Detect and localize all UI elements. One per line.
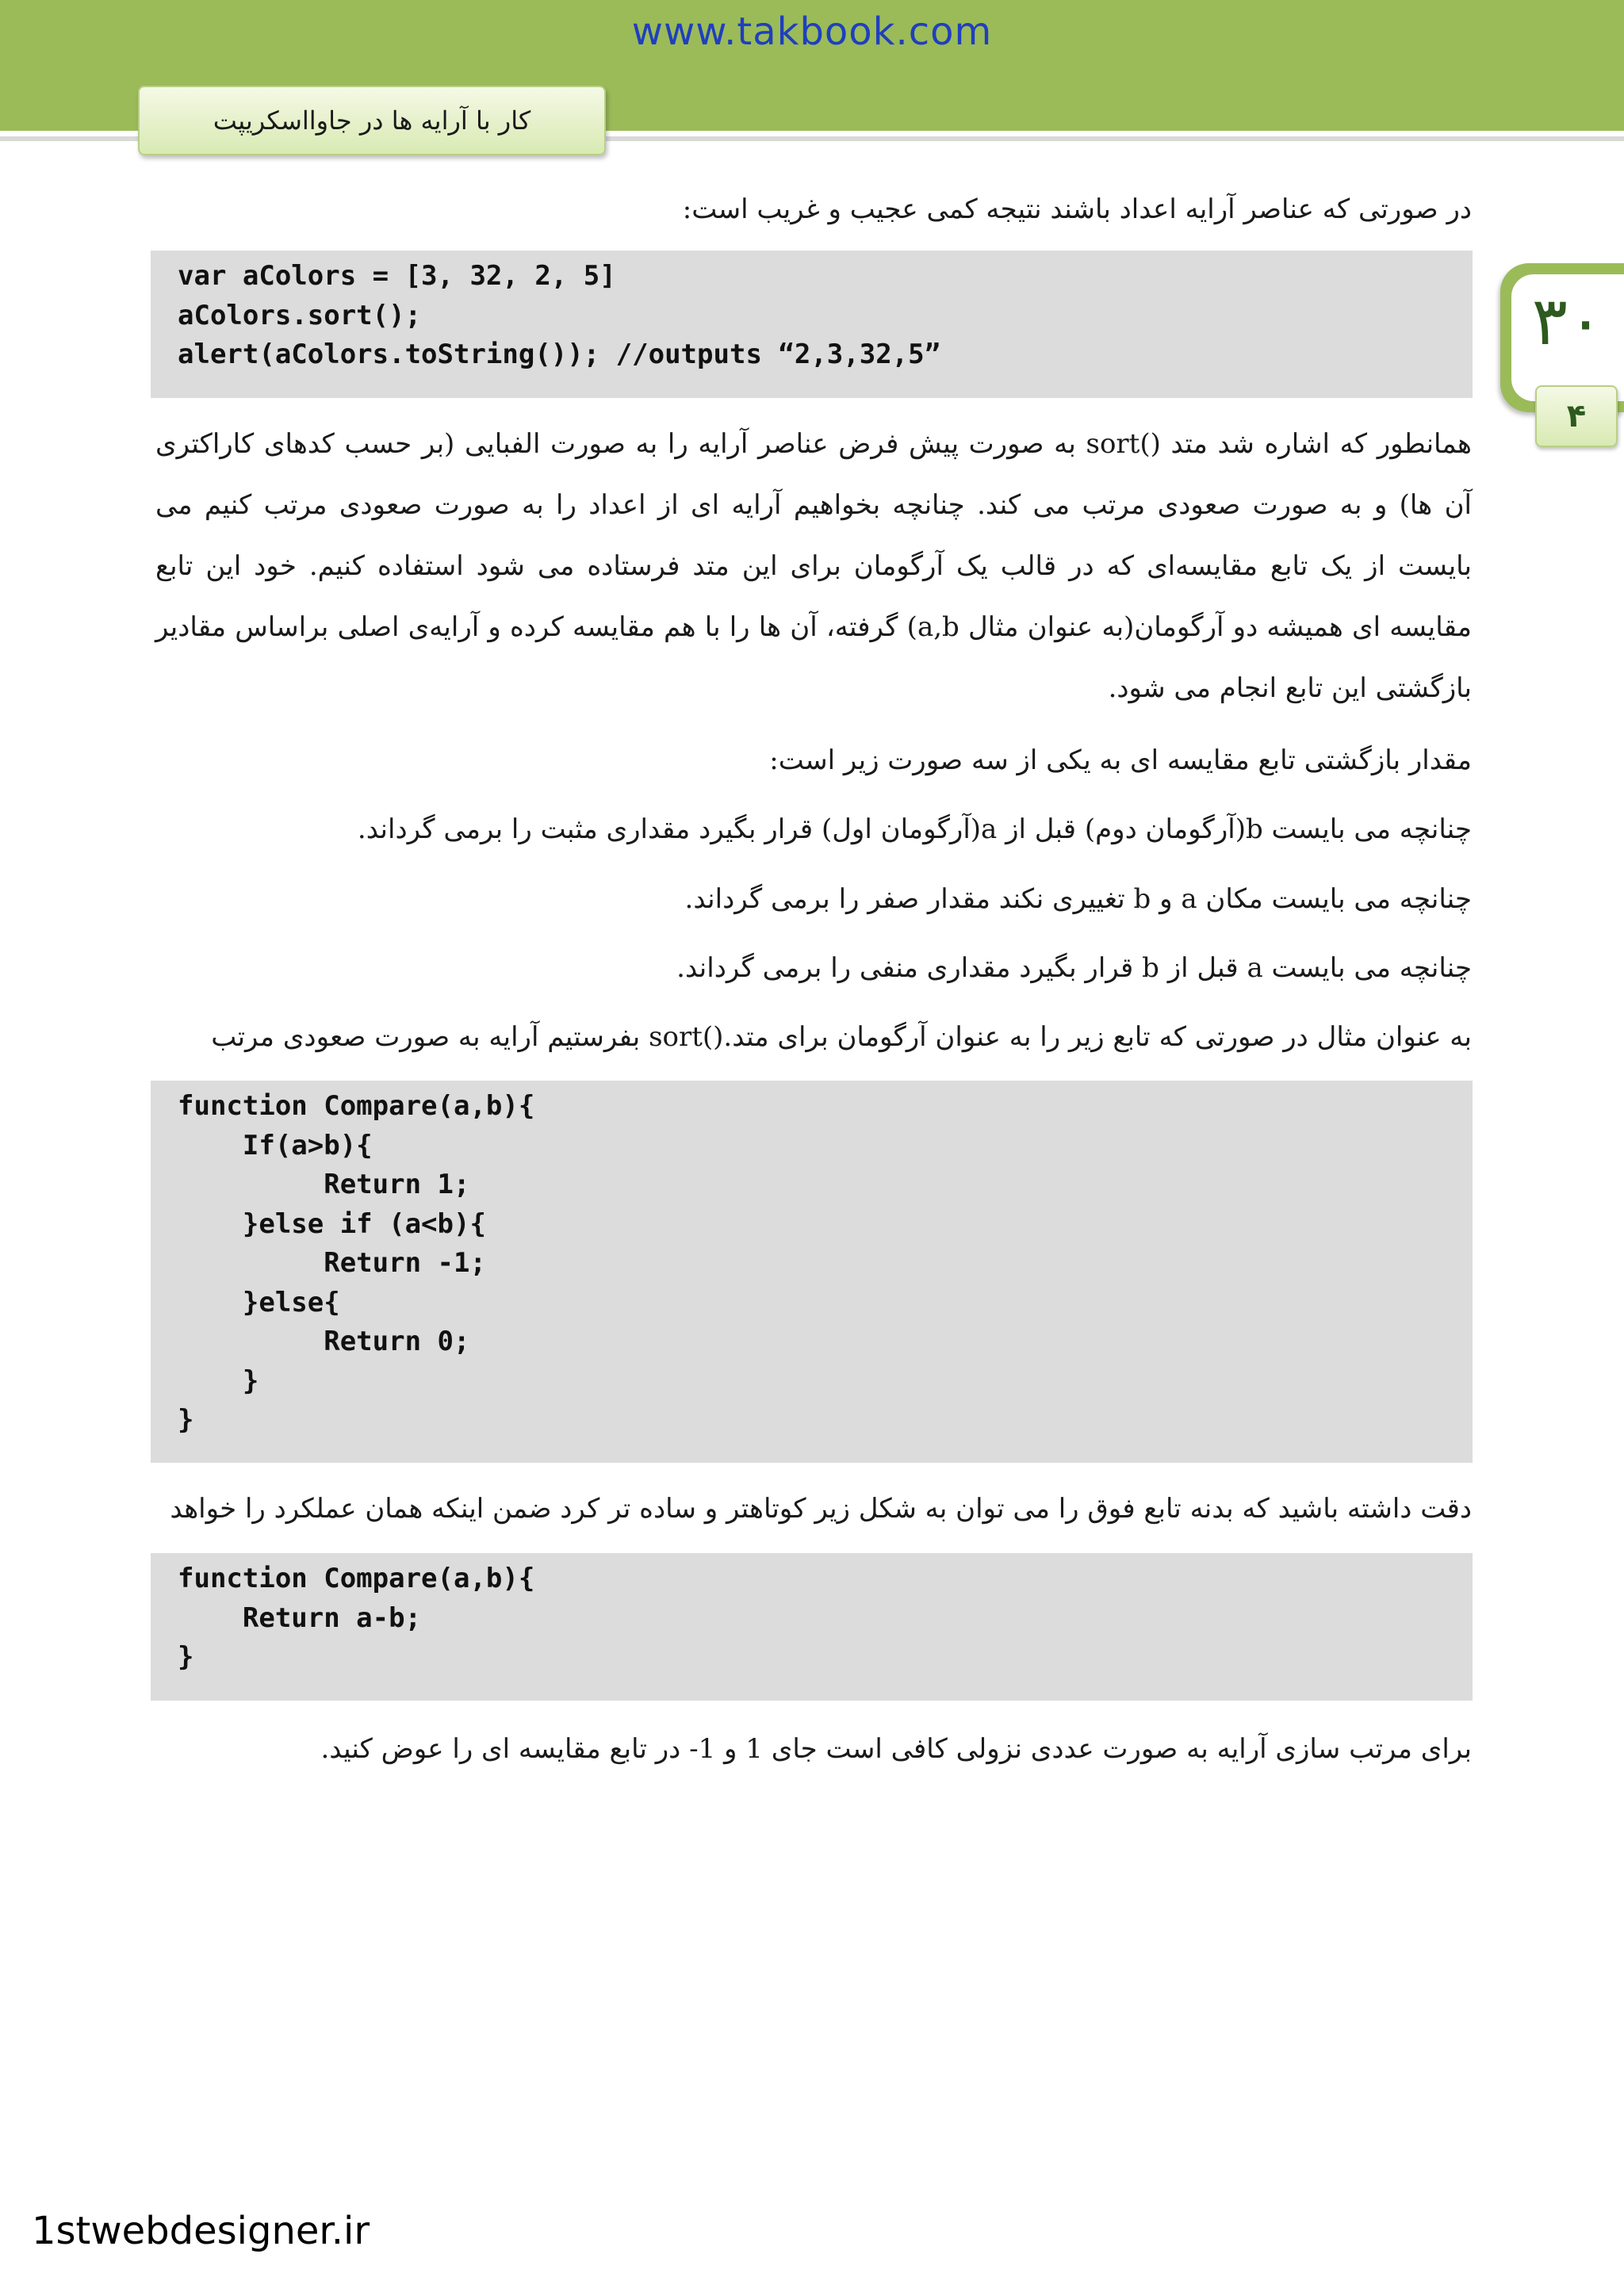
footer-site[interactable]: 1stwebdesigner.ir xyxy=(32,2209,370,2253)
code-block-compare-function: function Compare(a,b){ If(a>b){ Return 1; }else if (a<b){ Return -1; }else{ Return 0; } } xyxy=(151,1081,1473,1463)
intro-paragraph: در صورتی که عناصر آرایه اعداد باشند نتیجه کمی عجیب و غریب است: xyxy=(682,193,1472,225)
case-positive: چنانچه می بایست b(آرگومان دوم) قبل از a(آرگومان اول) قرار بگیرد مقداری مثبت را برمی گرداند. xyxy=(357,813,1472,845)
page-number: ۳۰ xyxy=(1511,274,1624,401)
explanation-paragraph: همانطور که اشاره شد متد ()sort به صورت پیش فرض عناصر آرایه را به صورت الفبایی (بر حسب کدهای کاراکتری آن ها) و به صورت صعودی مرتب می کند. چنانچه بخواهیم آرایه ای از اعداد را به صورت صعودی مرتب کنیم می بایست از یک تابع مقایسه‌ای که در قالب یک آرگومان برای این متد فرستاده می شود استفاده کنیم. خود این تابع مقایسه ای همیشه دو آرگومان(به عنوان مثال a,b) گرفته، آن ها را با هم مقایسه کرده و آرایه‌ی اصلی براساس مقادیر بازگشتی این تابع انجام می شود. xyxy=(155,428,1472,704)
descending-note: برای مرتب سازی آرایه به صورت عددی نزولی کافی است جای 1 و 1- در تابع مقایسه ای را عوض کنید. xyxy=(320,1733,1472,1765)
return-values-intro: مقدار بازگشتی تابع مقایسه ای به یکی از سه صورت زیر است: xyxy=(769,744,1472,776)
case-zero: چنانچه می بایست مکان a و b تغییری نکند مقدار صفر را برمی گرداند. xyxy=(684,883,1472,915)
shorter-body-intro: دقت داشته باشید که بدنه تابع فوق را می توان به شکل زیر کوتاهتر و ساده تر کرد ضمن اینکه همان عملکرد را خواهد xyxy=(170,1493,1472,1525)
example-intro: به عنوان مثال در صورتی که تابع زیر را به عنوان آرگومان برای متد.()sort بفرستیم آرایه به صورت صعودی مرتب xyxy=(211,1021,1472,1053)
code-block-sort-example: var aColors = [3, 32, 2, 5] aColors.sort(); alert(aColors.toString()); //outputs “2,3,32,5” xyxy=(151,251,1473,398)
site-url[interactable]: www.takbook.com xyxy=(631,10,993,54)
chapter-title-tab: کار با آرایه ها در جاوااسکریپت xyxy=(138,86,606,155)
code-block-compare-short: function Compare(a,b){ Return a-b; } xyxy=(151,1553,1473,1701)
chapter-number: ۴ xyxy=(1535,385,1618,447)
case-negative: چنانچه می بایست a قبل از b قرار بگیرد مقداری منفی را برمی گرداند. xyxy=(676,952,1472,984)
